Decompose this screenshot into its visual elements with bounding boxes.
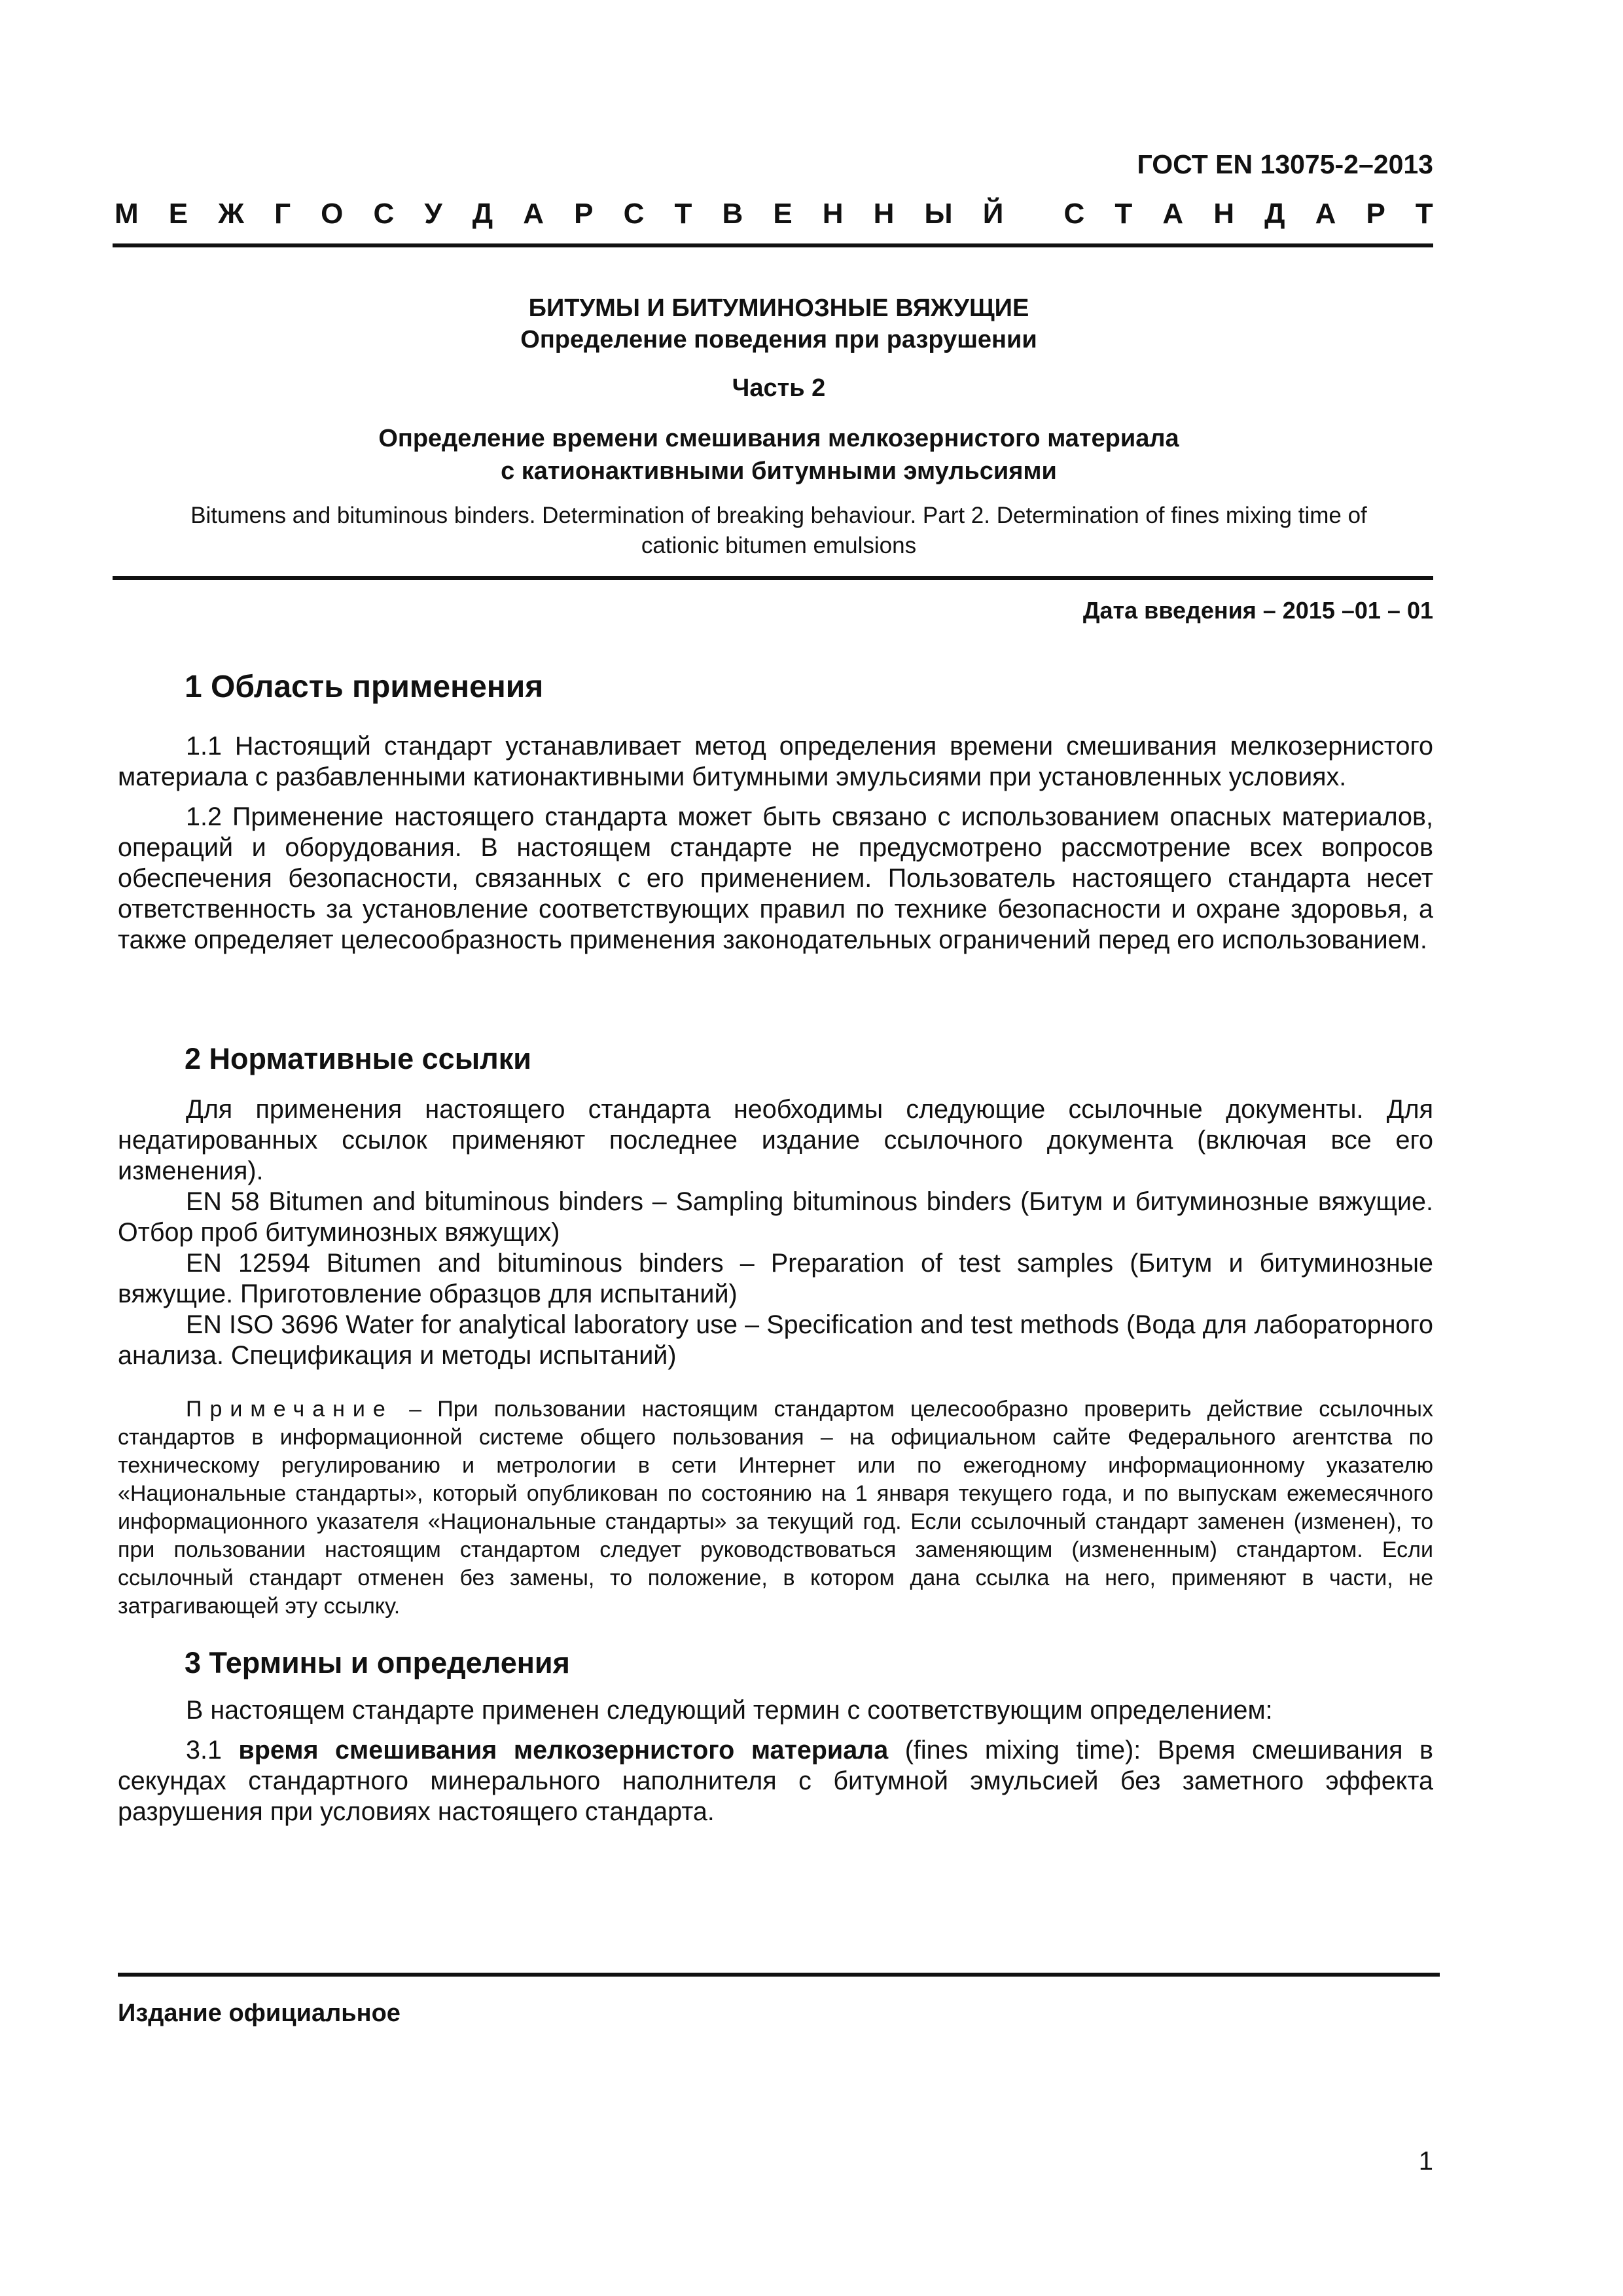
- section-1-body: [118, 731, 1433, 965]
- term-description: (fines mixing time): Время смешивания в секундах стандартного минерального наполнителя с битумной эмульсией без заметного эффекта разрушения при условиях настоящего стандарта.: [118, 1736, 1433, 1826]
- banner-letter: Е: [773, 198, 793, 230]
- title-line-2: Определение поведения при разрушении: [520, 326, 1037, 353]
- note-block: [118, 1395, 1433, 1621]
- introduction-date: Дата введения – 2015 –01 – 01: [1082, 597, 1433, 624]
- top-rule: [113, 243, 1433, 247]
- english-title: [131, 501, 1427, 561]
- title-rule: [113, 576, 1433, 580]
- banner-letter: Г: [274, 198, 291, 230]
- reference-item: EN ISO 3696 Water for analytical laboratory use – Specification and test methods (Вода для лабораторного анализа. Спецификация и методы испытаний): [118, 1310, 1433, 1370]
- subtitle-line-1: Определение времени смешивания мелкозернистого материала: [378, 425, 1179, 452]
- official-edition-label: Издание официальное: [118, 2000, 401, 2027]
- banner-letter: А: [523, 198, 544, 230]
- page-number: 1: [1418, 2147, 1433, 2176]
- banner-letter: Н: [1213, 198, 1235, 230]
- banner-letter: Р: [1366, 198, 1385, 230]
- term-definition: [118, 1735, 1433, 1827]
- banner-letter: Т: [674, 198, 692, 230]
- banner-letter: Н: [822, 198, 844, 230]
- note-text: – При пользовании настоящим стандартом целесообразно проверить действие ссылочных стандартов в информационной системе общего пользования – на официальном сайте Федерального агентства по техническому регулированию и метрологии в сети Интернет или по ежегодному информационному указателю «Национальные стандарты», который опубликован по состоянию на 1 января текущего года, и по выпускам ежемесячного информационного указателя «Национальные стандарты» за текущий год. Если ссылочный стандарт заменен (изменен), то при пользовании настоящим стандартом следует руководствоваться заменяющим (измененным) стандартом. Если ссылочный стандарт отменен без замены, то положение, в котором дана ссылка на него, применяют в части, не затрагивающей эту ссылку.: [118, 1397, 1433, 1619]
- section-1-heading: 1 Область применения: [185, 670, 544, 704]
- paragraph-1-2: 1.2 Применение настоящего стандарта может быть связано с использованием опасных материалов, операций и оборудования. В настоящем стандарте не предусмотрено рассмотрение всех вопросов обеспечения безопасности, связанных с его применением. Пользователь настоящего стандарта несет ответственность за установление соответствующих правил по технике безопасности и охране здоровья, а также определяет целесообразность применения законодательных ограничений перед его использованием.: [118, 802, 1433, 954]
- section-3-body: [118, 1695, 1433, 1837]
- banner-letter: В: [722, 198, 743, 230]
- banner-letter: Й: [982, 198, 1004, 230]
- banner-letter: Ж: [218, 198, 244, 230]
- banner-letter: А: [1315, 198, 1336, 230]
- terms-intro: В настоящем стандарте применен следующий термин с соответствующим определением:: [186, 1696, 1273, 1725]
- banner-letter: А: [1162, 198, 1184, 230]
- banner-letter: Т: [1115, 198, 1133, 230]
- english-title-line-2: cationic bitumen emulsions: [641, 533, 917, 558]
- reference-item: EN 12594 Bitumen and bituminous binders – Preparation of test samples (Битум и битуминозные вяжущие. Приготовление образцов для испытаний): [118, 1249, 1433, 1308]
- banner-letter: У: [424, 198, 442, 230]
- document-number: ГОСТ EN 13075-2–2013: [1137, 149, 1433, 179]
- note-paragraph: [118, 1395, 1433, 1621]
- banner-letter: Д: [472, 198, 493, 230]
- footer-rule: [118, 1973, 1440, 1977]
- part-label: Часть 2: [732, 374, 826, 402]
- note-label: Примечание: [186, 1397, 393, 1422]
- paragraph-1-1: 1.1 Настоящий стандарт устанавливает метод определения времени смешивания мелкозернистого материала с разбавленными катионактивными битумными эмульсиями при установленных условиях.: [118, 732, 1433, 791]
- title-line-1: БИТУМЫ И БИТУМИНОЗНЫЕ ВЯЖУЩИЕ: [528, 295, 1029, 322]
- banner-letter: Д: [1264, 198, 1285, 230]
- banner-letter: С: [623, 198, 645, 230]
- term-name: время смешивания мелкозернистого материала: [238, 1736, 889, 1765]
- banner-letter: С: [1063, 198, 1085, 230]
- subtitle: [131, 422, 1427, 488]
- term-number: 3.1: [186, 1736, 239, 1765]
- section-2-heading: 2 Нормативные ссылки: [185, 1042, 531, 1075]
- banner-letter: Р: [574, 198, 594, 230]
- banner-letter: Н: [873, 198, 895, 230]
- references-intro: Для применения настоящего стандарта необходимы следующие ссылочные документы. Для недатированных ссылок применяют последнее издание ссылочного документа (включая все его изменения).: [118, 1095, 1433, 1185]
- section-2-body: [118, 1094, 1433, 1371]
- banner-letter: О: [321, 198, 344, 230]
- interstate-standard-banner: [115, 198, 1433, 230]
- banner-letter: Е: [168, 198, 188, 230]
- banner-letter: М: [115, 198, 139, 230]
- banner-letter: Т: [1415, 198, 1433, 230]
- english-title-line-1: Bitumens and bituminous binders. Determination of breaking behaviour. Part 2. Determination of fines mixing time of: [190, 503, 1367, 528]
- reference-item: EN 58 Bitumen and bituminous binders – Sampling bituminous binders (Битум и битуминозные вяжущие. Отбор проб битуминозных вяжущих): [118, 1187, 1433, 1247]
- banner-letter: С: [373, 198, 395, 230]
- section-3-heading: 3 Термины и определения: [185, 1646, 570, 1679]
- subtitle-line-2: с катионактивными битумными эмульсиями: [501, 457, 1057, 485]
- banner-letter: Ы: [924, 198, 953, 230]
